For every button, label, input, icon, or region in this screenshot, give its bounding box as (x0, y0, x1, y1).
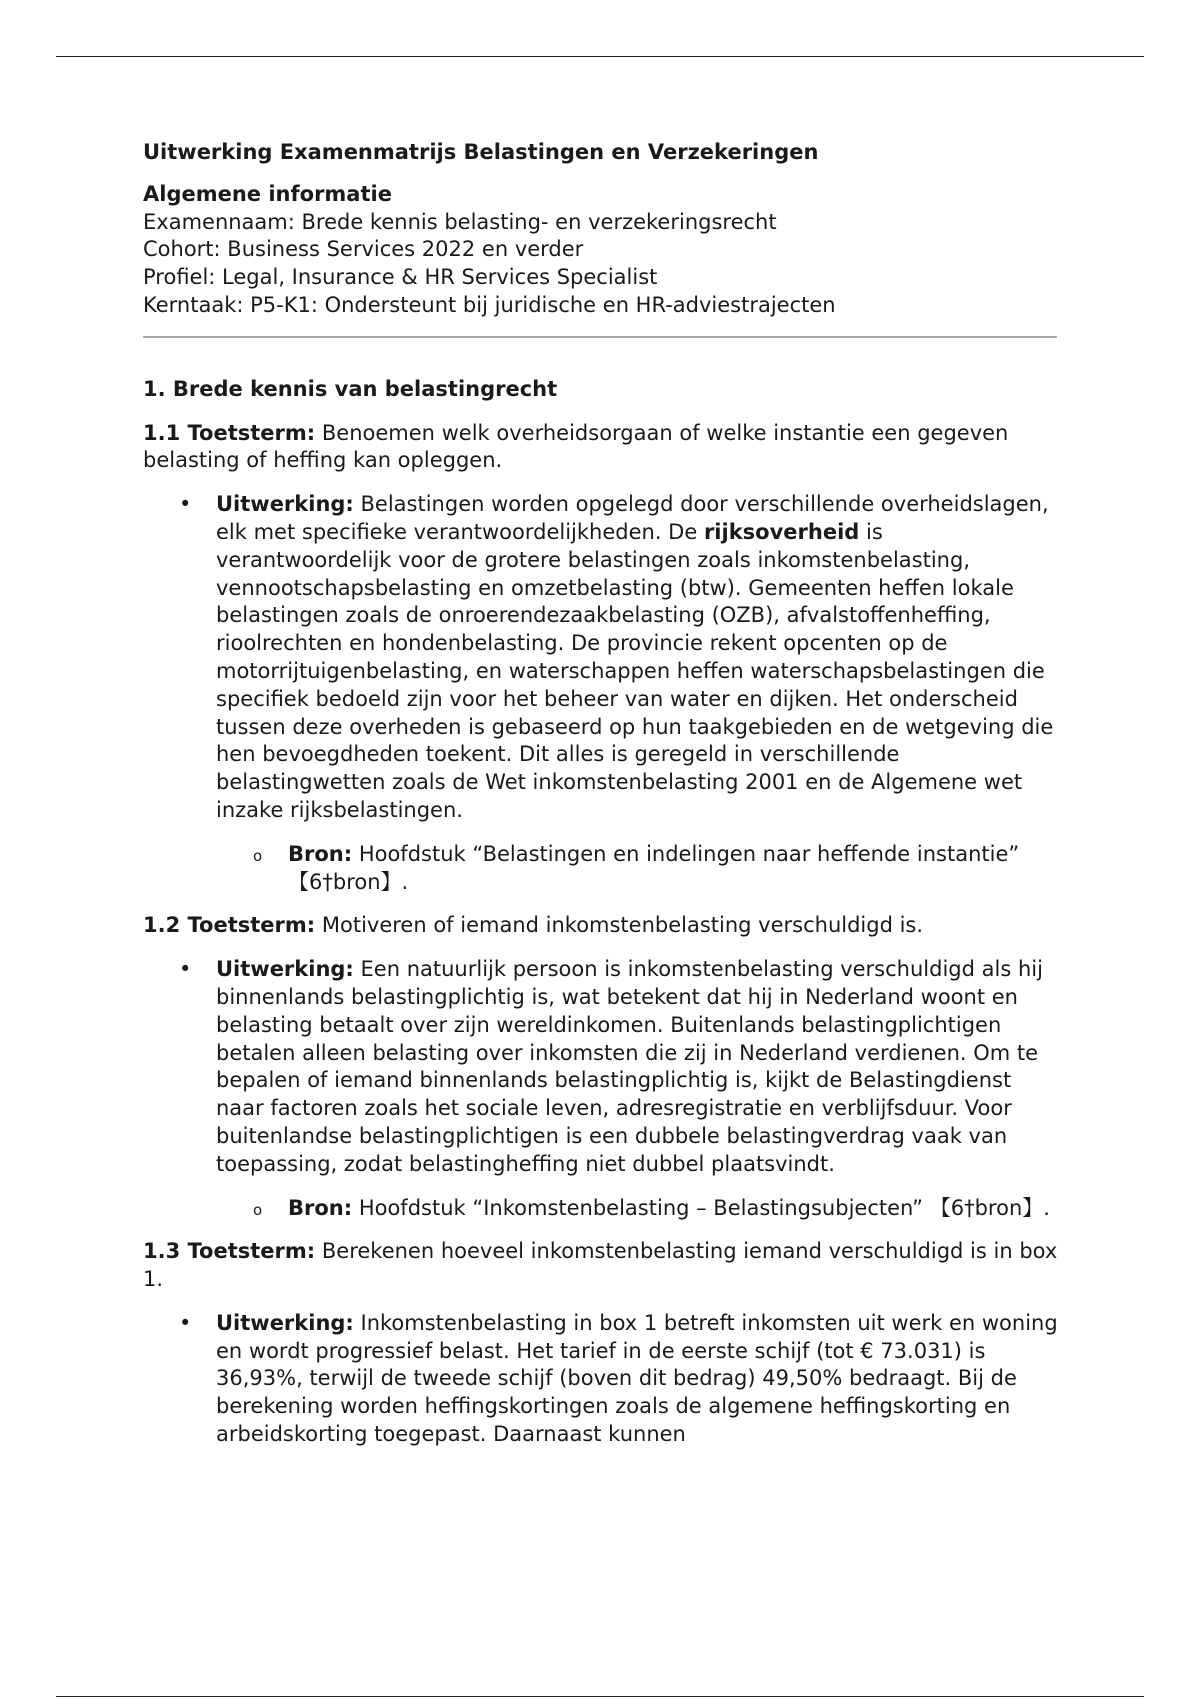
uitwerking-1-2 (143, 956, 1063, 1178)
toetsterm-text: Benoemen welk overheidsorgaan of welke instantie een gegeven belasting of heffing kan opleggen. (143, 420, 1009, 473)
toetsterm-label: 1.3 Toetsterm: (143, 1239, 316, 1264)
toetsterm-1-2 (143, 912, 1063, 940)
uitwerking-text: is verantwoordelijk voor de grotere belastingen zoals inkomstenbelasting, vennootschapsbelasting en omzetbelasting (btw). Gemeenten heffen lokale belastingen zoals de onroerendezaakbelasting (OZB), afvalstoffenheffing, rioolrechten en hondenbelasting. De provincie rekent opcenten op de motorrijtuigenbelasting, en waterschappen heffen waterschapsbelastingen die specifiek bedoeld zijn voor het beheer van water en dijken. Het onderscheid tussen deze overheden is gebaseerd op hun taakgebieden en de wetgeving die hen bevoegdheden toekent. Dit alles is geregeld in verschillende belastingwetten zoals de Wet inkomstenbelasting 2001 en de Algemene wet inzake rijksbelastingen. (216, 519, 1054, 822)
document-body (143, 139, 1063, 1449)
toetsterm-1-1 (143, 420, 1063, 476)
section-heading: 1. Brede kennis van belastingrecht (143, 376, 558, 401)
page-bottom-rule (56, 1696, 1144, 1697)
horizontal-divider (143, 336, 1057, 338)
bullet-icon: • (179, 957, 192, 982)
uitwerking-label: Uitwerking: (216, 957, 354, 982)
document-title: Uitwerking Examenmatrijs Belastingen en Verzekeringen (143, 140, 819, 164)
bron-label: Bron: (288, 841, 353, 866)
uitwerking-1-1 (143, 491, 1063, 825)
info-profile: Profiel: Legal, Insurance & HR Services Specialist (143, 265, 658, 290)
bron-1-1 (143, 841, 1063, 897)
info-exam-name: Examennaam: Brede kennis belasting- en verzekeringsrecht (143, 209, 777, 234)
toetsterm-1-3 (143, 1238, 1063, 1294)
bullet-icon: • (179, 1310, 192, 1335)
uitwerking-text: Inkomstenbelasting in box 1 betreft inkomsten uit werk en woning en wordt progressief belast. Het tarief in de eerste schijf (tot € 73.031) is 36,93%, terwijl de tweede schijf (boven dit bedrag) 49,50% bedraagt. Bij de berekening worden heffingskortingen zoals de algemene heffingskorting en arbeidskorting toegepast. Daarnaast kunnen (216, 1310, 1058, 1447)
toetsterm-label: 1.1 Toetsterm: (143, 420, 316, 445)
info-heading: Algemene informatie (143, 181, 392, 206)
info-core-task: Kerntaak: P5-K1: Ondersteunt bij juridische en HR-adviestrajecten (143, 292, 836, 317)
bron-text: Hoofdstuk “Inkomstenbelasting – Belastingsubjecten” 【6†bron】. (352, 1195, 1050, 1220)
uitwerking-bold-term: rijksoverheid (703, 519, 860, 544)
bron-label: Bron: (288, 1195, 353, 1220)
uitwerking-1-3 (143, 1310, 1063, 1449)
uitwerking-text: Belastingen worden opgelegd door verschillende overheidslagen, elk met specifieke verantwoordelijkheden. De (216, 492, 1049, 544)
sub-bullet-icon: o (253, 846, 263, 865)
toetsterm-text: Berekenen hoeveel inkomstenbelasting iemand verschuldigd is in box 1. (143, 1239, 1058, 1292)
uitwerking-text: Een natuurlijk persoon is inkomstenbelasting verschuldigd als hij binnenlands belastingplichtig is, wat betekent dat hij in Nederland woont en belasting betaalt over zijn wereldinkomen. Buitenlands belastingplichtigen betalen alleen belasting over inkomsten die zij in Nederland verdienen. Om te bepalen of iemand binnenlands belastingplichtig is, kijkt de Belastingdienst naar factoren zoals het sociale leven, adresregistratie en verblijfsduur. Voor buitenlandse belastingplichtigen is een dubbele belastingverdrag vaak van toepassing, zodat belastingheffing niet dubbel plaatsvindt. (216, 957, 1043, 1176)
page-top-rule (56, 56, 1144, 57)
bullet-icon: • (179, 492, 192, 517)
toetsterm-text: Motiveren of iemand inkomstenbelasting verschuldigd is. (315, 913, 924, 938)
bron-1-2 (143, 1195, 1063, 1223)
uitwerking-label: Uitwerking: (216, 492, 354, 517)
toetsterm-label: 1.2 Toetsterm: (143, 913, 316, 938)
sub-bullet-icon: o (253, 1200, 263, 1219)
info-cohort: Cohort: Business Services 2022 en verder (143, 237, 584, 262)
uitwerking-label: Uitwerking: (216, 1310, 354, 1335)
bron-text: Hoofdstuk “Belastingen en indelingen naar heffende instantie” 【6†bron】. (288, 841, 1020, 894)
